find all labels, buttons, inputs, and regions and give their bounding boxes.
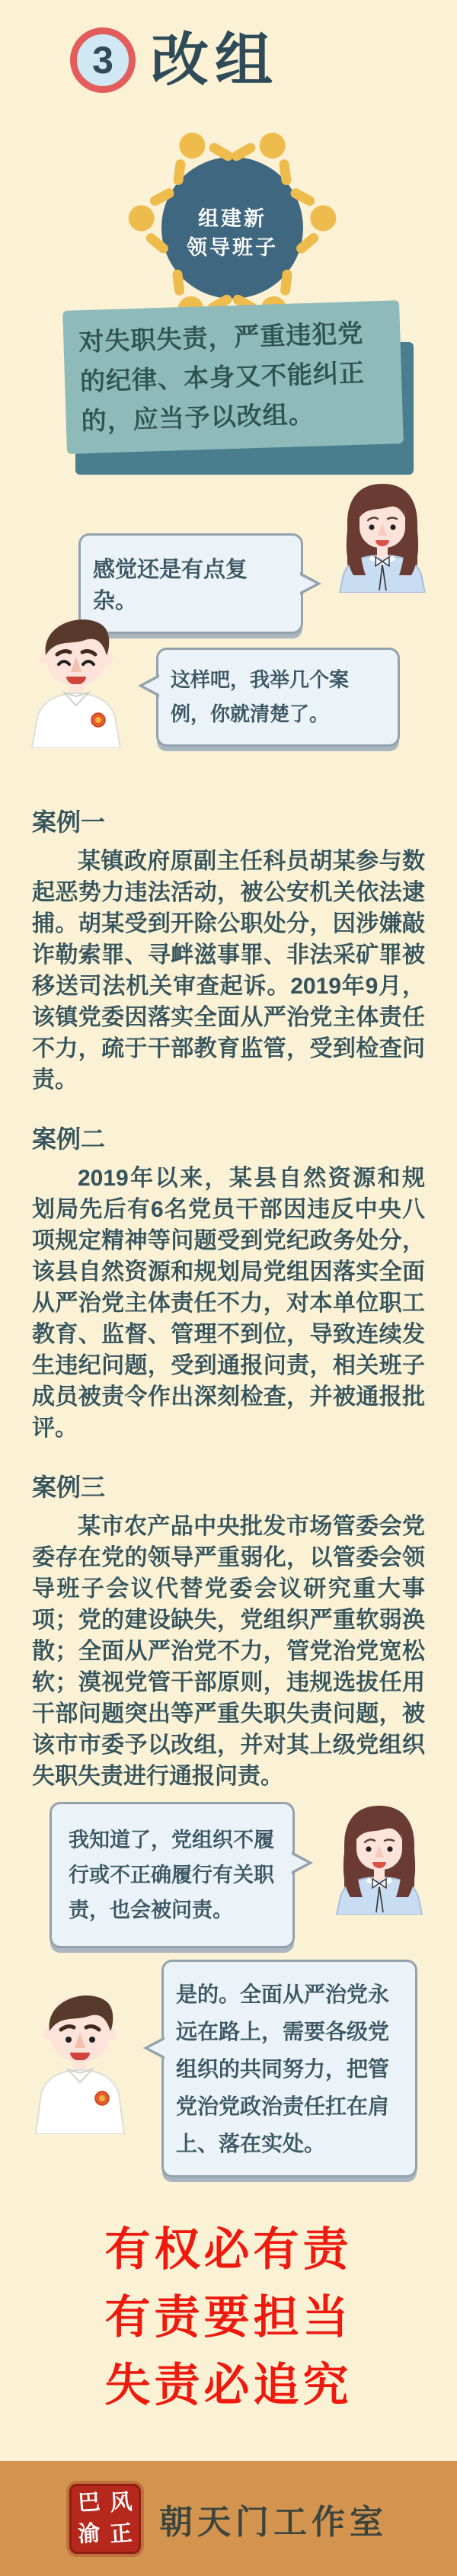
table-label-line2: 领导班子	[187, 236, 278, 259]
man-avatar	[27, 1986, 133, 2134]
speech-text: 我知道了，党组织不履行或不正确履行有关职责，也会被问责。	[69, 1829, 274, 1922]
case-studies	[32, 806, 425, 1792]
rule-quote-text: 对失职失责，严重违犯党的纪律、本身又不能纠正的，应当予以改组。	[78, 318, 366, 436]
speech-bubble-woman-2	[50, 1802, 295, 1948]
slogan-block	[0, 2216, 457, 2419]
speech-bubble-man-1	[156, 648, 400, 747]
case-1-heading: 案例一	[32, 808, 106, 836]
page-title: 改组	[151, 28, 279, 93]
slogan-line: 有责要担当	[104, 2292, 353, 2343]
table-label-line1: 组建新	[198, 207, 267, 230]
case-1-body: 某镇政府原副主任科员胡某参与数起恶势力违法活动，被公安机关依法逮捕。胡某受到开除公职处分，因涉嫌敲诈勒索罪、寻衅滋事罪、非法采矿罪被移送司法机关审查起诉。2019年9月，该镇党委因落实全面从严治党主体责任不力，疏于干部教育监管，受到检查问责。	[32, 849, 425, 1093]
seal-char: 风	[109, 2490, 133, 2516]
bubble-tail-icon	[138, 674, 159, 697]
woman-avatar	[326, 1804, 433, 1915]
seal-stamp-icon	[69, 2484, 141, 2554]
seal-char: 渝	[77, 2521, 101, 2547]
rule-quote-card	[62, 300, 404, 454]
man-avatar	[23, 611, 129, 748]
speech-text: 是的。全面从严治党永远在路上，需要各级党组织的共同努力，把管党治党政治责任扛在肩上、落在实处。	[176, 1982, 390, 2155]
case-3-heading: 案例三	[32, 1474, 106, 1501]
bubble-tail-icon	[300, 572, 321, 595]
bubble-tail-icon	[143, 2037, 165, 2059]
speech-bubble-man-2	[161, 1960, 417, 2178]
studio-name: 朝天门工作室	[159, 2503, 388, 2541]
seal-char: 巴	[77, 2490, 101, 2516]
speech-text: 这样吧，我举几个案例，你就清楚了。	[171, 668, 350, 725]
section-number: 3	[92, 39, 113, 82]
case-3-body: 某市农产品中央批发市场管委会党委存在党的领导严重弱化，以管委会领导班子会议代替党委会议研究重大事项；党的建设缺失，党组织严重软弱涣散；全面从严治党不力，管党治党宽松软；漠视党管干部原则，违规选拔任用干部问题突出等严重失职失责问题，被该市市委予以改组，并对其上级党组织失职失责进行通报问责。	[32, 1514, 425, 1789]
woman-avatar	[329, 482, 436, 593]
seal-char: 正	[109, 2521, 133, 2547]
slogan-line: 失责必追究	[104, 2360, 353, 2411]
case-2-heading: 案例二	[32, 1125, 106, 1153]
slogan-line: 有权必有责	[104, 2224, 353, 2275]
section-number-badge	[70, 27, 136, 93]
speech-text: 感觉还是有点复杂。	[93, 558, 248, 613]
footer-band	[0, 2461, 457, 2576]
case-2-body: 2019年以来，某县自然资源和规划局先后有6名党员干部因违反中央八项规定精神等问题受到党纪政务处分，该县自然资源和规划局党组因落实全面从严治党主体责任不力，对本单位职工教育、监督、管理不到位，导致连续发生违纪问题，受到通报问责，相关班子成员被责令作出深刻检查，并被通报批评。	[32, 1166, 425, 1441]
bubble-tail-icon	[292, 1851, 313, 1874]
